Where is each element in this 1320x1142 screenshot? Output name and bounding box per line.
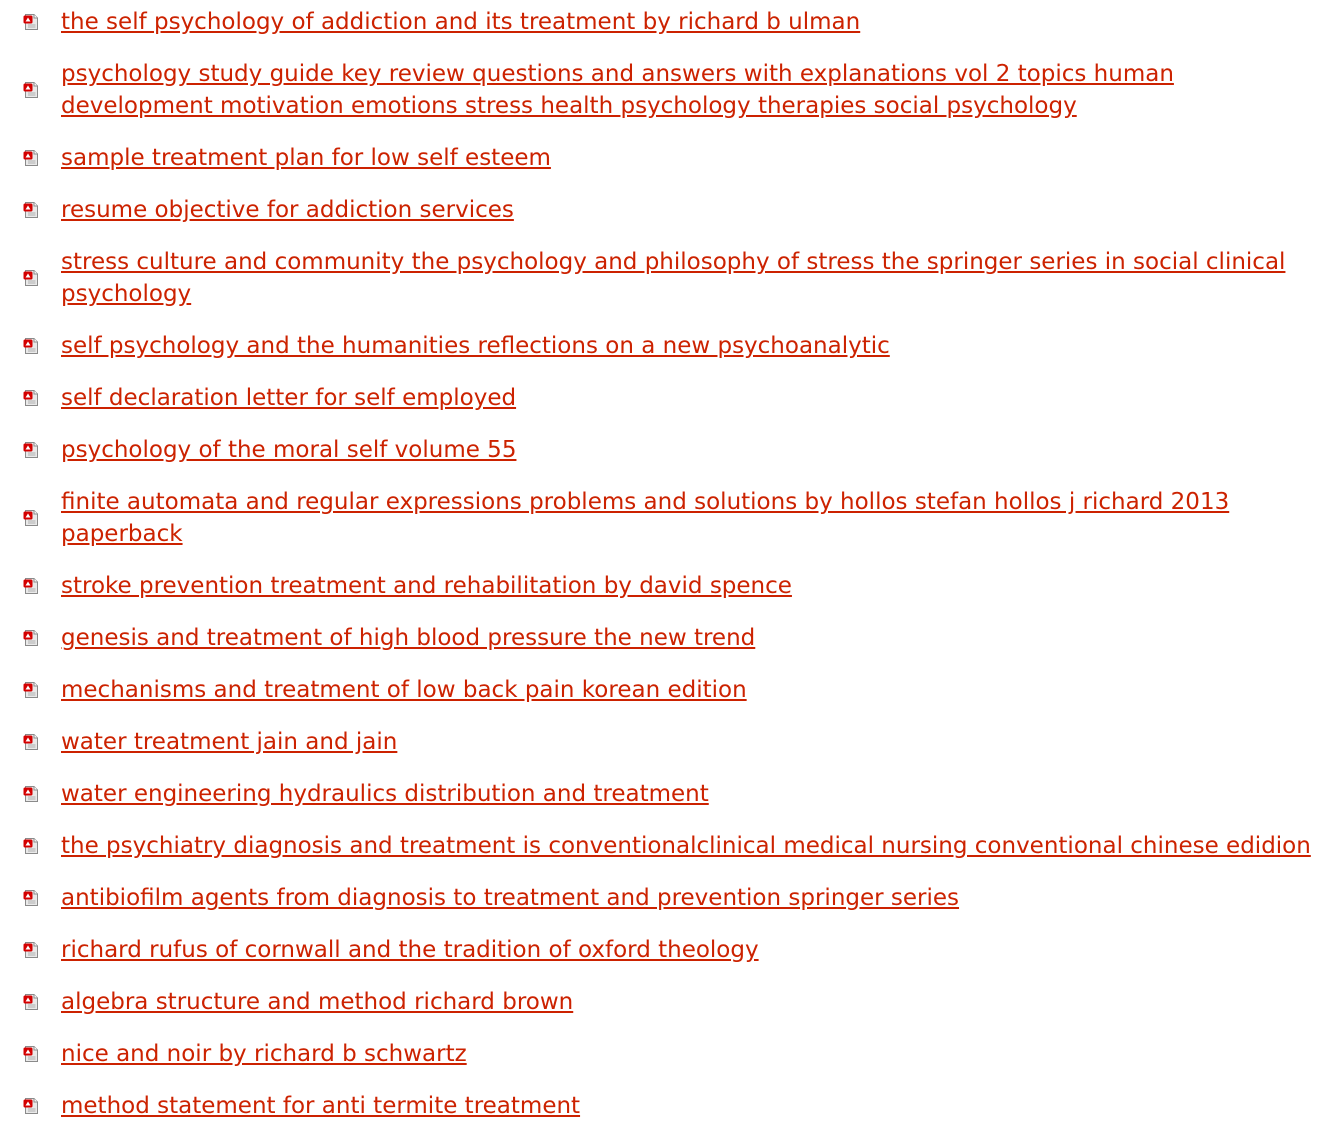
document-link[interactable]: nice and noir by richard b schwartz bbox=[61, 1041, 467, 1067]
pdf-file-icon bbox=[23, 993, 39, 1011]
pdf-file-icon bbox=[23, 629, 39, 647]
list-item bbox=[0, 194, 1320, 226]
pdf-file-icon bbox=[23, 269, 39, 287]
list-item bbox=[0, 6, 1320, 38]
list-item bbox=[0, 934, 1320, 966]
list-item bbox=[0, 778, 1320, 810]
list-item bbox=[0, 1038, 1320, 1070]
document-link[interactable]: psychology study guide key review questions and answers with explanations vol 2 topics human development motivation emotions stress health psychology therapies social psychology bbox=[61, 61, 1174, 119]
list-item bbox=[0, 674, 1320, 706]
pdf-file-icon bbox=[23, 733, 39, 751]
document-link[interactable]: self psychology and the humanities reflections on a new psychoanalytic bbox=[61, 333, 890, 359]
list-item bbox=[0, 622, 1320, 654]
pdf-file-icon bbox=[23, 201, 39, 219]
document-link[interactable]: stroke prevention treatment and rehabilitation by david spence bbox=[61, 573, 792, 599]
list-item bbox=[0, 246, 1320, 310]
document-link[interactable]: sample treatment plan for low self esteem bbox=[61, 145, 551, 171]
list-item bbox=[0, 726, 1320, 758]
list-item bbox=[0, 330, 1320, 362]
document-link[interactable]: resume objective for addiction services bbox=[61, 197, 514, 223]
document-link[interactable]: psychology of the moral self volume 55 bbox=[61, 437, 517, 463]
document-link[interactable]: method statement for anti termite treatment bbox=[61, 1093, 581, 1119]
pdf-file-icon bbox=[23, 1045, 39, 1063]
pdf-file-icon bbox=[23, 941, 39, 959]
pdf-file-icon bbox=[23, 577, 39, 595]
list-item bbox=[0, 142, 1320, 174]
document-link[interactable]: the self psychology of addiction and its treatment by richard b ulman bbox=[61, 9, 861, 35]
pdf-file-icon bbox=[23, 441, 39, 459]
document-link[interactable]: the psychiatry diagnosis and treatment is conventionalclinical medical nursing conventional chinese edidion bbox=[61, 833, 1311, 859]
list-item bbox=[0, 486, 1320, 550]
pdf-file-icon bbox=[23, 889, 39, 907]
document-link[interactable]: self declaration letter for self employed bbox=[61, 385, 517, 411]
document-link[interactable]: finite automata and regular expressions problems and solutions by hollos stefan hollos j richard 2013 paperback bbox=[61, 489, 1230, 547]
document-link[interactable]: mechanisms and treatment of low back pain korean edition bbox=[61, 677, 747, 703]
pdf-file-icon bbox=[23, 81, 39, 99]
document-link[interactable]: algebra structure and method richard brown bbox=[61, 989, 574, 1015]
pdf-file-icon bbox=[23, 509, 39, 527]
list-item bbox=[0, 58, 1320, 122]
pdf-file-icon bbox=[23, 681, 39, 699]
document-link[interactable]: stress culture and community the psychology and philosophy of stress the springer series in social clinical psychology bbox=[61, 249, 1286, 307]
list-item bbox=[0, 382, 1320, 414]
pdf-file-icon bbox=[23, 389, 39, 407]
document-link[interactable]: richard rufus of cornwall and the tradition of oxford theology bbox=[61, 937, 759, 963]
list-item bbox=[0, 830, 1320, 862]
pdf-file-icon bbox=[23, 13, 39, 31]
document-link[interactable]: water treatment jain and jain bbox=[61, 729, 398, 755]
pdf-file-icon bbox=[23, 785, 39, 803]
list-item bbox=[0, 434, 1320, 466]
list-item bbox=[0, 570, 1320, 602]
list-item bbox=[0, 882, 1320, 914]
pdf-file-icon bbox=[23, 149, 39, 167]
document-link[interactable]: water engineering hydraulics distribution and treatment bbox=[61, 781, 709, 807]
list-item bbox=[0, 1090, 1320, 1122]
document-link[interactable]: genesis and treatment of high blood pressure the new trend bbox=[61, 625, 756, 651]
pdf-file-icon bbox=[23, 837, 39, 855]
pdf-file-icon bbox=[23, 337, 39, 355]
document-link[interactable]: antibiofilm agents from diagnosis to treatment and prevention springer series bbox=[61, 885, 960, 911]
list-item bbox=[0, 986, 1320, 1018]
pdf-file-icon bbox=[23, 1097, 39, 1115]
